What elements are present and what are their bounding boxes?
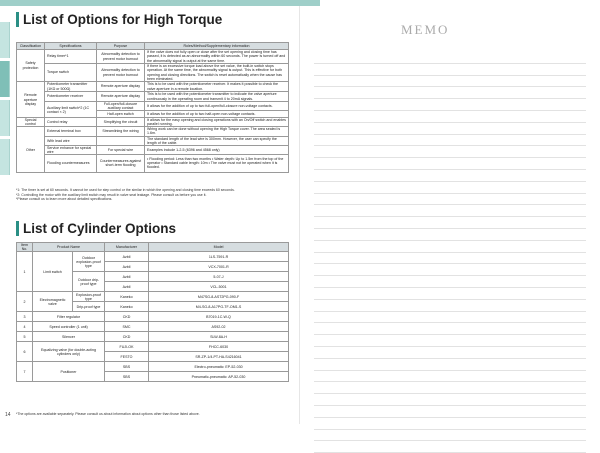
- purpose-cell: Countermeasures against short-term flooding: [97, 154, 145, 172]
- table-row: [17, 92, 289, 102]
- role-cell: Wiring work can be done without opening the High Torque cover. The area sealed is 1.6m.: [145, 127, 289, 136]
- purpose-cell: [97, 136, 145, 145]
- side-index-tabs: [0, 22, 10, 202]
- model-cell: FHCC-6030: [149, 342, 289, 352]
- category-cell: Remote aperture display: [17, 82, 45, 118]
- col-header: Manufacturer: [105, 243, 149, 252]
- model-cell: AS92-02: [149, 322, 289, 332]
- product-type-cell: Drip-proof type: [73, 302, 105, 312]
- purpose-cell: Simplifying the circuit: [97, 118, 145, 127]
- role-cell: It allows for the easy opening and closing operations with an On/Off switch and enables parallel running.: [145, 118, 289, 127]
- table-row: [17, 118, 289, 127]
- memo-lines: [314, 52, 586, 453]
- role-cell: It allows for the addition of up to two full-open/full-closure non-voltage contacts.: [145, 102, 289, 111]
- item-no-cell: 3: [17, 312, 33, 322]
- role-cell: • Flooding period: Less than two months • Water depth: Up to 1.5m from the top of the operator • Standard cable length: 10m • The valve must not be operated when it is flooded.: [145, 154, 289, 172]
- footnote: *1: The timer is set at 60 seconds. It cannot be used for step control or the similar in which the opening and closing time exceeds 60 seconds.: [16, 188, 235, 192]
- col-header: Purpose: [97, 43, 145, 50]
- product-name-cell: Limit switch: [33, 252, 73, 292]
- product-name-cell: Electromagnetic valve: [33, 292, 73, 312]
- model-cell: 5-07-J: [149, 272, 289, 282]
- product-name-cell: Speed controller (1 unit): [33, 322, 105, 332]
- role-cell: Examples include 1-2-5 (6396 and 4568 only): [145, 145, 289, 154]
- cylinder-footnote: *The options are available separately. Please consult us about information about options other than those listed above.: [16, 412, 200, 416]
- product-name-cell: Equalizing valve (for double-acting cylinders only): [33, 342, 105, 362]
- footnote: *Please consult us to learn more about detailed specifications.: [16, 197, 113, 202]
- table-row: [17, 154, 289, 172]
- manufacturer-cell: SBS: [105, 372, 149, 382]
- purpose-cell: Half-open switch: [97, 111, 145, 118]
- manufacturer-cell: FESTO: [105, 352, 149, 362]
- table-header-row: [17, 243, 289, 252]
- model-cell: Electro-pneumatic: EP-52-030: [149, 362, 289, 372]
- purpose-cell: Remote aperture display: [97, 82, 145, 92]
- model-cell: SR-ZP-1/4-PT-HA-S4216041: [149, 352, 289, 362]
- spec-cell: Flooding countermeasures: [45, 154, 97, 172]
- category-cell: Special control: [17, 118, 45, 127]
- product-type-cell: Outdoor drip-proof type: [73, 272, 105, 292]
- item-no-cell: 7: [17, 362, 33, 382]
- section-title-high-torque: List of Options for High Torque: [16, 12, 222, 27]
- product-type-cell: Explosion-proof type: [73, 292, 105, 302]
- manufacturer-cell: SMC: [105, 322, 149, 332]
- col-header: Model: [149, 243, 289, 252]
- item-no-cell: 6: [17, 342, 33, 362]
- col-header: Specifications: [45, 43, 97, 50]
- table-row: [17, 342, 289, 352]
- model-cell: Pneumatic-pneumatic: AP-52-030: [149, 372, 289, 382]
- table-row: [17, 332, 289, 342]
- item-no-cell: 2: [17, 292, 33, 312]
- manufacturer-cell: Azbil: [105, 282, 149, 292]
- col-header: Product Name: [33, 243, 105, 252]
- product-name-cell: Silencer: [33, 332, 105, 342]
- table-row: [17, 82, 289, 92]
- manufacturer-cell: Kaneko: [105, 302, 149, 312]
- table-row: [17, 145, 289, 154]
- manufacturer-cell: Azbil: [105, 262, 149, 272]
- purpose-cell: Abnormality detection to prevent motor burnout: [97, 64, 145, 82]
- spec-cell: Relay timer*1: [45, 50, 97, 64]
- spec-cell: External terminal box: [45, 127, 97, 136]
- table-row: [17, 64, 289, 82]
- role-cell: If the valve does not fully open or close after the set opening and closing time has passed, it is detected as an abnormality within 60 seconds. The power is turned off and the abnormality signal is output at the same time.: [145, 50, 289, 64]
- manufacturer-cell: FUJI-OK: [105, 342, 149, 352]
- purpose-cell: For special wire: [97, 145, 145, 154]
- spec-cell: Service enhance for special wire: [45, 145, 97, 154]
- table-header-row: [17, 43, 289, 50]
- spec-cell: Potentiometer receiver: [45, 92, 97, 102]
- memo-title: MEMO: [401, 22, 450, 37]
- purpose-cell: Remote aperture display: [97, 92, 145, 102]
- product-name-cell: Positioner: [33, 362, 105, 382]
- model-cell: VCL-5001: [149, 282, 289, 292]
- table-row: [17, 50, 289, 64]
- model-cell: M4-SG-8-A17PG-TF-OM1-S: [149, 302, 289, 312]
- cylinder-options-table: [16, 242, 289, 382]
- table-row: [17, 312, 289, 322]
- page-gutter: [299, 6, 300, 424]
- high-torque-options-table: [16, 42, 289, 173]
- table-row: [17, 252, 289, 262]
- item-no-cell: 1: [17, 252, 33, 292]
- model-cell: VCX-7001-R: [149, 262, 289, 272]
- table-footnotes: [16, 188, 288, 202]
- spec-cell: Auxiliary limit switch*2 (1C contact × 2): [45, 102, 97, 118]
- manufacturer-cell: Azbil: [105, 272, 149, 282]
- model-cell: M47SG-8-AST2PG-090-F: [149, 292, 289, 302]
- role-cell: The standard length of the lead wire is 300mm. However, the user can specify the length of the cable.: [145, 136, 289, 145]
- role-cell: If there is an excessive torque load above the set value, the built-in switch stops operation. At the same time, the abnormality signal is output. This is effective for both opening and closing directions. The switch is reset automatically when the cause has been eliminated.: [145, 64, 289, 82]
- manufacturer-cell: Azbil: [105, 252, 149, 262]
- model-cell: B7019-1C-W-Q: [149, 312, 289, 322]
- footnote: *2: Controlling the motor with the auxiliary limit switch may result in valve seat leakage. Please consult us before you use it.: [16, 192, 207, 197]
- model-cell: 1LS-7591-R: [149, 252, 289, 262]
- spec-cell: With lead wire: [45, 136, 97, 145]
- manufacturer-cell: CKD: [105, 312, 149, 322]
- col-header: Classification: [17, 43, 45, 50]
- role-cell: This is to be used with the potentiometer receiver. It makes it possible to check the valve aperture in a remote location.: [145, 82, 289, 92]
- table-row: [17, 136, 289, 145]
- spec-cell: Torque switch: [45, 64, 97, 82]
- purpose-cell: Streamlining the wiring: [97, 127, 145, 136]
- table-row: [17, 322, 289, 332]
- page-number: 14: [5, 412, 11, 418]
- model-cell: SLW-8A-H: [149, 332, 289, 342]
- category-cell: Other: [17, 127, 45, 173]
- col-header: Roles/Method/Supplementary information: [145, 43, 289, 50]
- role-cell: It allows for the addition of up to two half-open non-voltage contacts.: [145, 111, 289, 118]
- category-cell: Safety protection: [17, 50, 45, 82]
- spec-cell: Control relay: [45, 118, 97, 127]
- item-no-cell: 4: [17, 322, 33, 332]
- purpose-cell: Full-open/full-closure auxiliary contact: [97, 102, 145, 111]
- table-row: [17, 362, 289, 372]
- manufacturer-cell: Kaneko: [105, 292, 149, 302]
- item-no-cell: 5: [17, 332, 33, 342]
- table-row: [17, 292, 289, 302]
- manufacturer-cell: CKD: [105, 332, 149, 342]
- col-header: Item No.: [17, 243, 33, 252]
- purpose-cell: Abnormality detection to prevent motor burnout: [97, 50, 145, 64]
- section-title-cylinder: List of Cylinder Options: [16, 221, 176, 236]
- spec-cell: Potentiometer transmitter (1KΩ or 500Ω): [45, 82, 97, 92]
- product-type-cell: Outdoor explosion-proof type: [73, 252, 105, 272]
- product-name-cell: Filter regulator: [33, 312, 105, 322]
- manufacturer-cell: SBS: [105, 362, 149, 372]
- top-accent-bar: [0, 0, 600, 6]
- table-row: [17, 127, 289, 136]
- role-cell: This is to be used with the potentiometer transmitter to indicate the valve aperture continuously in the operating room and transmit 4 to 20mA signals.: [145, 92, 289, 102]
- table-row: [17, 102, 289, 111]
